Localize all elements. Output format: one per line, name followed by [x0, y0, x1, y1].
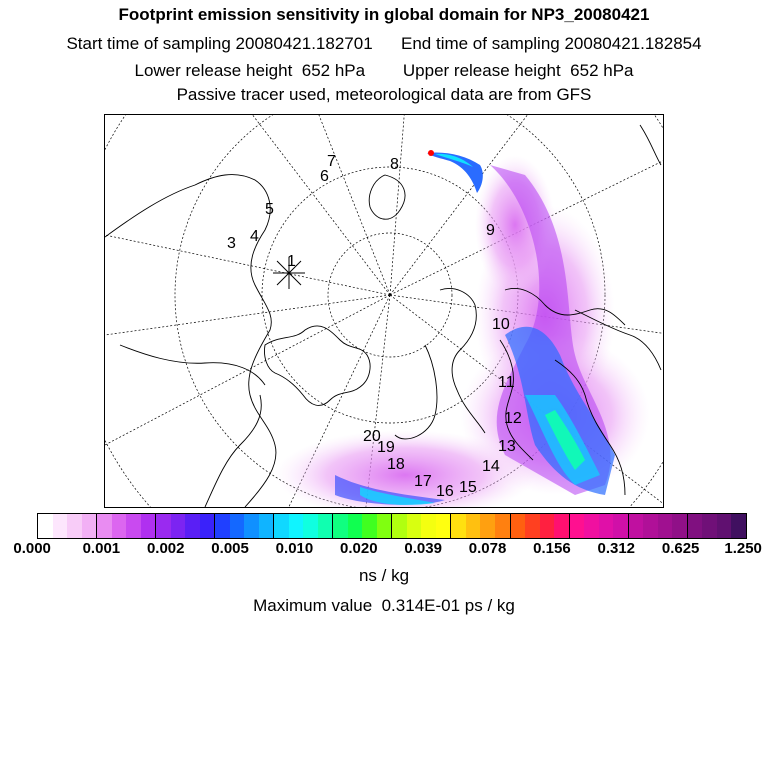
day-label: 10 [492, 316, 510, 333]
colorbar-swatch [570, 514, 585, 538]
map-panel [104, 114, 664, 508]
colorbar-tick-label: 0.001 [82, 540, 121, 557]
colorbar-swatch [38, 514, 53, 538]
day-label: 13 [498, 438, 516, 455]
colorbar-swatch [436, 514, 452, 538]
colorbar-swatch [362, 514, 377, 538]
colorbar-swatch [511, 514, 526, 538]
colorbar-swatch [658, 514, 673, 538]
colorbar-swatch [318, 514, 334, 538]
colorbar-swatch [466, 514, 481, 538]
polar-map [105, 115, 663, 507]
day-label: 12 [504, 410, 522, 427]
colorbar-swatch [495, 514, 511, 538]
colorbar-swatch [629, 514, 644, 538]
colorbar-swatch [599, 514, 614, 538]
colorbar-swatch [407, 514, 422, 538]
colorbar-swatch [451, 514, 466, 538]
colorbar-swatch [289, 514, 304, 538]
colorbar-swatch [141, 514, 157, 538]
day-label: 1 [287, 253, 296, 270]
day-label: 3 [227, 235, 236, 252]
colorbar-tick-label: 0.010 [275, 540, 314, 557]
colorbar-swatch [554, 514, 570, 538]
colorbar-swatch [525, 514, 540, 538]
colorbar-swatch [303, 514, 318, 538]
colorbar-swatch [613, 514, 629, 538]
day-label: 19 [377, 439, 395, 456]
colorbar-swatch [480, 514, 495, 538]
colorbar-swatch [200, 514, 216, 538]
colorbar-swatch [584, 514, 599, 538]
colorbar-swatch [259, 514, 275, 538]
colorbar-tick-label: 0.005 [211, 540, 249, 557]
day-label: 11 [498, 374, 515, 391]
colorbar-swatch [244, 514, 259, 538]
colorbar-swatch [215, 514, 230, 538]
colorbar-swatch [274, 514, 289, 538]
day-label: 7 [327, 153, 336, 170]
colorbar-tick-label: 0.002 [146, 540, 185, 557]
tracer-note: Passive tracer used, meteorological data are from GFS [176, 85, 592, 104]
end-time: End time of sampling 20080421.182854 [401, 34, 702, 53]
colorbar-tick-label: 0.000 [13, 540, 51, 557]
colorbar-swatch [112, 514, 127, 538]
sampling-time-line [0, 33, 768, 55]
colorbar-swatch [156, 514, 171, 538]
colorbar-swatch [97, 514, 112, 538]
colorbar-swatch [377, 514, 393, 538]
colorbar-tick-label: 0.078 [468, 540, 507, 557]
day-label: 20 [363, 428, 381, 445]
colorbar-swatch [731, 514, 746, 538]
day-label: 4 [250, 228, 259, 245]
day-label: 17 [414, 473, 432, 490]
lower-release-height: Lower release height 652 hPa [134, 61, 366, 80]
colorbar-tick-labels [0, 540, 768, 560]
colorbar-swatch [126, 514, 141, 538]
colorbar-tick-label: 0.156 [533, 540, 571, 557]
colorbar-swatch [171, 514, 186, 538]
day-label: 5 [265, 201, 274, 218]
colorbar-tick-label: 0.625 [661, 540, 700, 557]
day-label: 15 [459, 479, 477, 496]
day-label: 14 [482, 458, 500, 475]
maximum-value: Maximum value 0.314E-01 ps / kg [253, 596, 515, 615]
colorbar [37, 513, 747, 539]
colorbar-swatch [230, 514, 245, 538]
colorbar-units: ns / kg [358, 566, 410, 585]
colorbar-swatch [688, 514, 703, 538]
day-label: 18 [387, 456, 405, 473]
colorbar-swatch [717, 514, 732, 538]
colorbar-tick-label: 0.312 [597, 540, 636, 557]
colorbar-swatch [82, 514, 98, 538]
colorbar-swatch [643, 514, 658, 538]
colorbar-swatch [333, 514, 348, 538]
colorbar-swatch [348, 514, 363, 538]
footprint-plume [275, 150, 650, 507]
colorbar-swatch [185, 514, 200, 538]
day-label: 8 [390, 156, 399, 173]
colorbar-swatch [702, 514, 717, 538]
colorbar-tick-label: 1.250 [724, 540, 762, 557]
release-point-marker [428, 150, 434, 156]
colorbar-swatch [392, 514, 407, 538]
colorbar-swatch [67, 514, 82, 538]
release-height-line [0, 60, 768, 82]
colorbar-swatch [53, 514, 68, 538]
day-label: 9 [486, 222, 495, 239]
colorbar-swatch [540, 514, 555, 538]
colorbar-tick-label: 0.039 [404, 540, 442, 557]
start-time: Start time of sampling 20080421.182701 [66, 34, 373, 53]
day-label: 6 [320, 168, 329, 185]
colorbar-tick-label: 0.020 [340, 540, 378, 557]
colorbar-swatch [672, 514, 688, 538]
colorbar-swatch [421, 514, 436, 538]
upper-release-height: Upper release height 652 hPa [402, 61, 634, 80]
plot-title: Footprint emission sensitivity in global domain for NP3_20080421 [118, 5, 650, 24]
day-label: 16 [436, 483, 454, 500]
